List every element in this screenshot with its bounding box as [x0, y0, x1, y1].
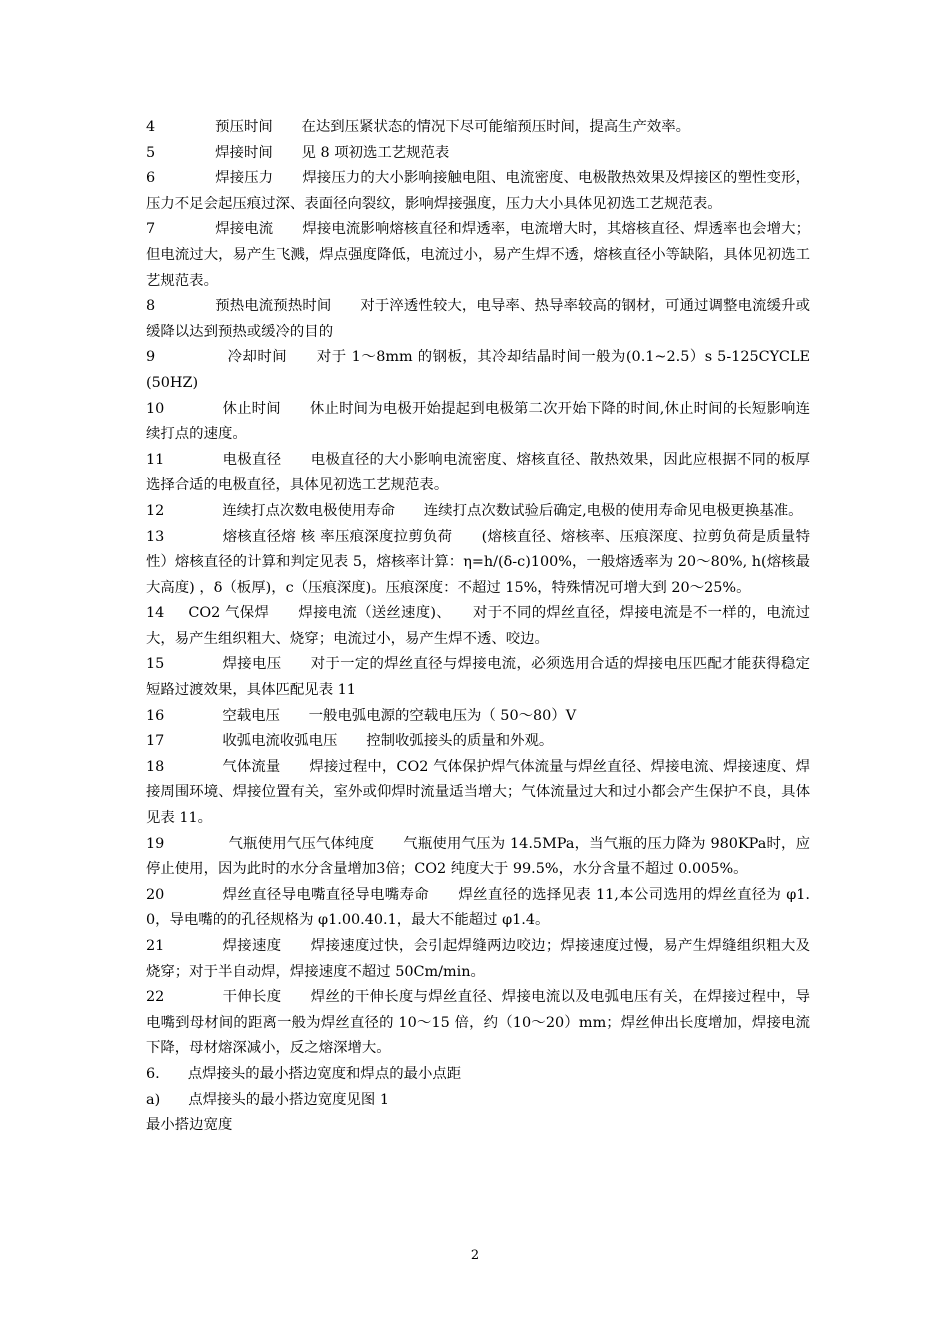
- paragraph: [146, 217, 810, 294]
- paragraph: [146, 115, 810, 141]
- paragraph-number: 11: [146, 451, 165, 468]
- paragraph-number: 10: [146, 400, 165, 417]
- paragraph-number: 18: [146, 758, 165, 775]
- paragraph: [146, 934, 810, 985]
- paragraph-number: 8: [146, 298, 156, 315]
- paragraph-number: 21: [146, 938, 165, 954]
- paragraph-number: 15: [146, 656, 165, 673]
- paragraph-number: a): [146, 1091, 161, 1108]
- paragraph-text: 收弧电流收弧电压 控制收弧接头的质量和外观。: [222, 733, 554, 750]
- document-body: [146, 115, 810, 1139]
- paragraph: [146, 294, 810, 345]
- paragraph-text: 预压时间 在达到压紧状态的情况下尽可能缩预压时间，提高生产效率。: [215, 119, 691, 135]
- paragraph-text: 焊接电流 焊接电流影响熔核直径和焊透率，电流增大时，其熔核直径、焊透率也会增大；但电流过大，易产生飞溅，焊点强度降低，电流过小，易产生焊不透，熔核直径小等缺陷，具体见初选工艺规范表。: [146, 221, 810, 289]
- paragraph-number: 9: [146, 349, 156, 366]
- paragraph: [146, 832, 810, 883]
- paragraph-number: 6: [146, 170, 156, 187]
- paragraph-number: 17: [146, 733, 165, 750]
- paragraph: [146, 1062, 810, 1088]
- page-number: 2: [470, 1248, 480, 1263]
- paragraph-text: 连续打点次数电极使用寿命 连续打点次数试验后确定,电极的使用寿命见电极更换基准。: [222, 502, 803, 519]
- paragraph-number: 7: [146, 221, 156, 238]
- paragraph-text: 焊接压力 焊接压力的大小影响接触电阻、电流密度、电极散热效果及焊接区的塑性变形，压力不足会起压痕过深、表面径向裂纹，影响焊接强度，压力大小具体见初选工艺规范表。: [146, 170, 810, 212]
- paragraph: [146, 729, 810, 755]
- paragraph-text: 电极直径 电极直径的大小影响电流密度、熔核直径、散热效果，因此应根据不同的板厚选择合适的电极直径，具体见初选工艺规范表。: [146, 451, 810, 494]
- paragraph-text: 焊丝直径导电嘴直径导电嘴寿命 焊丝直径的选择见表 11,本公司选用的焊丝直径为 φ1.0，导电嘴的的孔径规格为 φ1.00.40.1，最大不能超过 φ1.4。: [146, 886, 811, 929]
- paragraph-text: 焊接时间 见 8 项初选工艺规范表: [215, 144, 450, 161]
- paragraph: [146, 883, 810, 934]
- paragraph-text: 干伸长度 焊丝的干伸长度与焊丝直径、焊接电流以及电弧电压有关，在焊接过程中，导电嘴到母材间的距离一般为焊丝直径的 10～15 倍，约（10～20）mm；焊丝伸出长度增加，焊接电流下降，母材熔深减小，反之熔深增大。: [146, 989, 810, 1057]
- paragraph-number: 16: [146, 707, 165, 724]
- paragraph: [146, 525, 810, 602]
- paragraph-text: 休止时间 休止时间为电极开始提起到电极第二次开始下降的时间,休止时间的长短影响连续打点的速度。: [146, 400, 810, 443]
- paragraph: [146, 1088, 810, 1114]
- paragraph-number: 13: [146, 528, 165, 545]
- paragraph: [146, 652, 810, 703]
- paragraph-text: 点焊接头的最小搭边宽度见图 1: [188, 1091, 390, 1108]
- paragraph-number: 20: [146, 886, 165, 903]
- paragraph-number: 22: [146, 989, 165, 1006]
- paragraph: [146, 345, 810, 396]
- paragraph-text: 冷却时间 对于 1～8mm 的钢板，其冷却结晶时间一般为(0.1~2.5）s 5-125CYCLE (50HZ): [146, 349, 810, 391]
- paragraph: [146, 397, 810, 448]
- paragraph: [146, 704, 810, 730]
- paragraph-text: 焊接电压 对于一定的焊丝直径与焊接电流，必须选用合适的焊接电压匹配才能获得稳定短路过渡效果，具体匹配见表 11: [146, 656, 810, 699]
- paragraph-text: CO2 气保焊 焊接电流（送丝速度)、 对于不同的焊丝直径，焊接电流是不一样的，电流过大，易产生组织粗大、烧穿；电流过小，易产生焊不透、咬边。: [146, 605, 810, 647]
- paragraph: [146, 1113, 810, 1139]
- paragraph-text: 气瓶使用气压气体纯度 气瓶使用气压为 14.5MPa，当气瓶的压力降为 980KPa时，应停止使用，因为此时的水分含量增加3倍；CO2 纯度大于 99.5%，水分含量不超过 0.005%。: [146, 835, 810, 878]
- paragraph: [146, 755, 810, 832]
- paragraph-number: 12: [146, 502, 165, 519]
- paragraph-number: 4: [146, 119, 156, 135]
- paragraph: [146, 448, 810, 499]
- paragraph-text: 焊接速度 焊接速度过快，会引起焊缝两边咬边；焊接速度过慢，易产生焊缝组织粗大及烧穿；对于半自动焊，焊接速度不超过 50Cm/min。: [146, 938, 810, 980]
- paragraph: [146, 166, 810, 217]
- paragraph-text: 预热电流预热时间 对于淬透性较大，电导率、热导率较高的钢材，可通过调整电流缓升或缓降以达到预热或缓冷的目的: [146, 298, 810, 340]
- paragraph-text: 气体流量 焊接过程中，CO2 气体保护焊气体流量与焊丝直径、焊接电流、焊接速度、焊接周围环境、焊接位置有关，室外或仰焊时流量适当增大；气体流量过大和过小都会产生保护不良，具体见表 11。: [146, 758, 810, 827]
- paragraph: [146, 141, 810, 167]
- paragraph-text: 空载电压 一般电弧电源的空载电压为（ 50～80）V: [222, 707, 577, 724]
- paragraph-number: 5: [146, 144, 156, 161]
- paragraph-text: 点焊接头的最小搭边宽度和焊点的最小点距: [187, 1065, 462, 1082]
- paragraph-number: 14: [146, 605, 165, 622]
- paragraph-number: 19: [146, 835, 165, 852]
- paragraph: [146, 985, 810, 1062]
- paragraph-text: 最小搭边宽度: [146, 1117, 233, 1134]
- paragraph-number: 6.: [146, 1065, 160, 1082]
- paragraph: [146, 601, 810, 652]
- paragraph-text: 熔核直径熔 核 率压痕深度拉剪负荷 (熔核直径、熔核率、压痕深度、拉剪负荷是质量特性）熔核直径的计算和判定见表 5，熔核率计算：η=h/(δ-c)100%，一般熔透率为 20～80%, h(熔核最大高度) ，δ（板厚)，c（压痕深度)。压痕深度：不超过 15%，特殊情况可增大到 20～25%。: [146, 528, 810, 596]
- paragraph: [146, 499, 810, 525]
